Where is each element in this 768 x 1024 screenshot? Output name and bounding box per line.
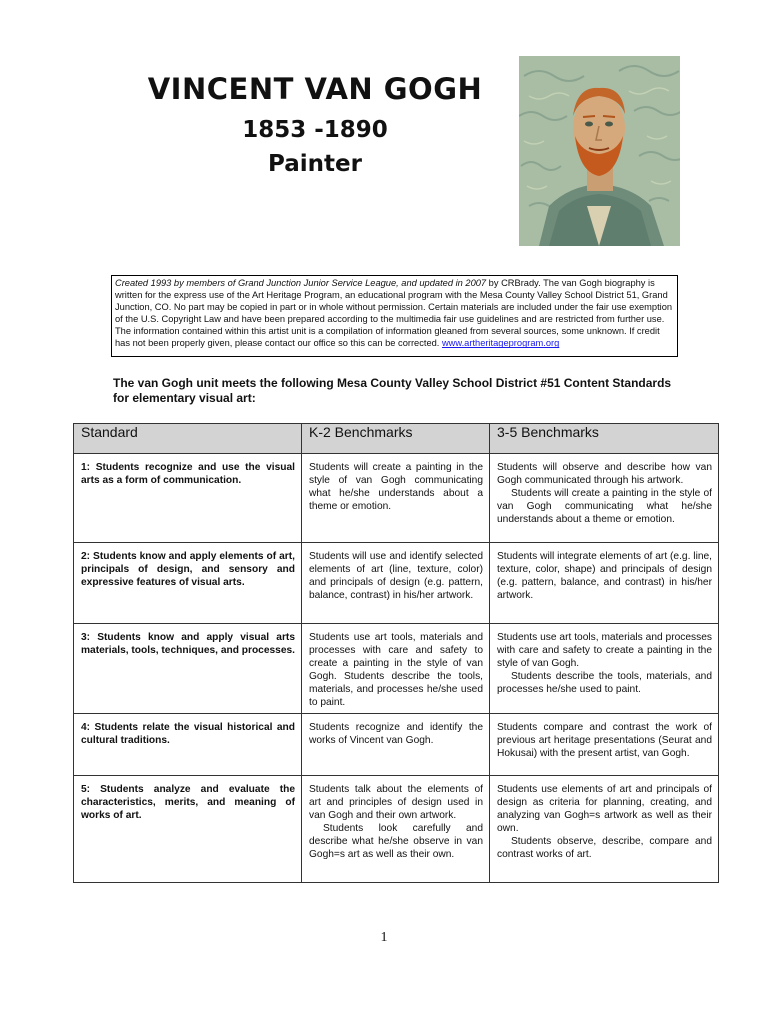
- artist-years: 1853 -1890: [242, 117, 388, 143]
- table-row: [74, 776, 719, 883]
- page-title: VINCENT VAN GOGH: [147, 72, 483, 106]
- k2-text: Students talk about the elements of art and principles of design used in van Gogh and their own artwork.: [309, 784, 483, 821]
- benchmarks-table: [73, 423, 719, 883]
- standards-intro: The van Gogh unit meets the following Mesa County Valley School District #51 Content Standards for elementary visual art:: [113, 376, 672, 405]
- table-row: [74, 624, 719, 714]
- standard-cell: 3: Students know and apply visual arts materials, tools, techniques, and processes.: [74, 624, 302, 714]
- g35-cell: [490, 776, 719, 883]
- g35-text: Students will create a painting in the style of van Gogh communicating what he/she understands about a theme or emotion.: [497, 488, 712, 525]
- table-header-row: [74, 424, 719, 454]
- artist-role: Painter: [268, 151, 362, 177]
- g35-text: Students compare and contrast the work of previous art heritage presentations (Seurat and Hokusai) with the present artist, van Gogh.: [497, 722, 712, 759]
- table-row: [74, 714, 719, 776]
- standard-cell: 5: Students analyze and evaluate the characteristics, merits, and meaning of works of art.: [74, 776, 302, 883]
- k2-text: Students will use and identify selected elements of art (line, texture, color) and principals of design (e.g. pattern, balance, contrast) in his/her artwork.: [309, 551, 483, 601]
- k2-cell: [302, 776, 490, 883]
- table-row: [74, 543, 719, 624]
- copyright-notice: [111, 275, 678, 357]
- k2-text: Students will create a painting in the style of van Gogh communicating what he/she understands about a theme or emotion.: [309, 462, 483, 512]
- g35-cell: [490, 543, 719, 624]
- table-row: [74, 454, 719, 543]
- column-header-k2: K-2 Benchmarks: [302, 424, 490, 454]
- page-number: 1: [380, 930, 388, 945]
- g35-text: Students will integrate elements of art (e.g. line, texture, color, shape) and principals of design (e.g. pattern, balance, and contrast) in his/her artwork.: [497, 551, 712, 601]
- g35-text: Students use art tools, materials and processes with care and safety to create a painting in the style of van Gogh.: [497, 632, 712, 669]
- self-portrait-image: [519, 56, 680, 246]
- credit-italic-text: Created 1993 by members of Grand Junction Junior Service League, and updated in 2007: [115, 278, 487, 288]
- title-block: [140, 70, 490, 178]
- k2-cell: [302, 714, 490, 776]
- g35-cell: [490, 624, 719, 714]
- k2-text: Students look carefully and describe what he/she observe in van Gogh=s art as well as their own.: [309, 823, 483, 860]
- standard-cell: 2: Students know and apply elements of art, principals of design, and sensory and expressive features of visual arts.: [74, 543, 302, 624]
- k2-cell: [302, 624, 490, 714]
- column-header-3-5: 3-5 Benchmarks: [490, 424, 719, 454]
- column-header-standard: Standard: [74, 424, 302, 454]
- credit-body-text: by CRBrady. The van Gogh biography is written for the express use of the Art Heritage Program, an educational program with the Mesa County Valley School District 51, Grand Junction, CO. No part may be copied in part or in whole without permission. Certain materials are included under the fair use exemption of the U.S. Copyright Law and have been prepared according to the multimedia fair use guidelines and are restricted from further use. The information contained within this artist unit is a compilation of information gleaned from several sources, some unknown. If credit has not been properly given, please contact our office so this can be corrected.: [115, 278, 673, 349]
- standard-cell: 4: Students relate the visual historical and cultural traditions.: [74, 714, 302, 776]
- g35-text: Students describe the tools, materials, and processes he/she used to paint.: [497, 671, 712, 695]
- g35-text: Students will observe and describe how van Gogh communicated through his artwork.: [497, 462, 712, 486]
- website-link[interactable]: www.artheritageprogram.org: [441, 338, 560, 349]
- standard-cell: 1: Students recognize and use the visual arts as a form of communication.: [74, 454, 302, 543]
- k2-cell: [302, 454, 490, 543]
- k2-text: Students use art tools, materials and processes with care and safety to create a painting in the style of van Gogh. Students describe the tools, materials, and processes he/she used to paint.: [309, 632, 483, 708]
- g35-cell: [490, 454, 719, 543]
- k2-text: Students recognize and identify the works of Vincent van Gogh.: [309, 722, 483, 746]
- g35-cell: [490, 714, 719, 776]
- k2-cell: [302, 543, 490, 624]
- g35-text: Students use elements of art and principals of design as criteria for planning, creating, and analyzing van Gogh=s artwork as well as their own.: [497, 784, 712, 834]
- g35-text: Students observe, describe, compare and contrast works of art.: [497, 836, 712, 860]
